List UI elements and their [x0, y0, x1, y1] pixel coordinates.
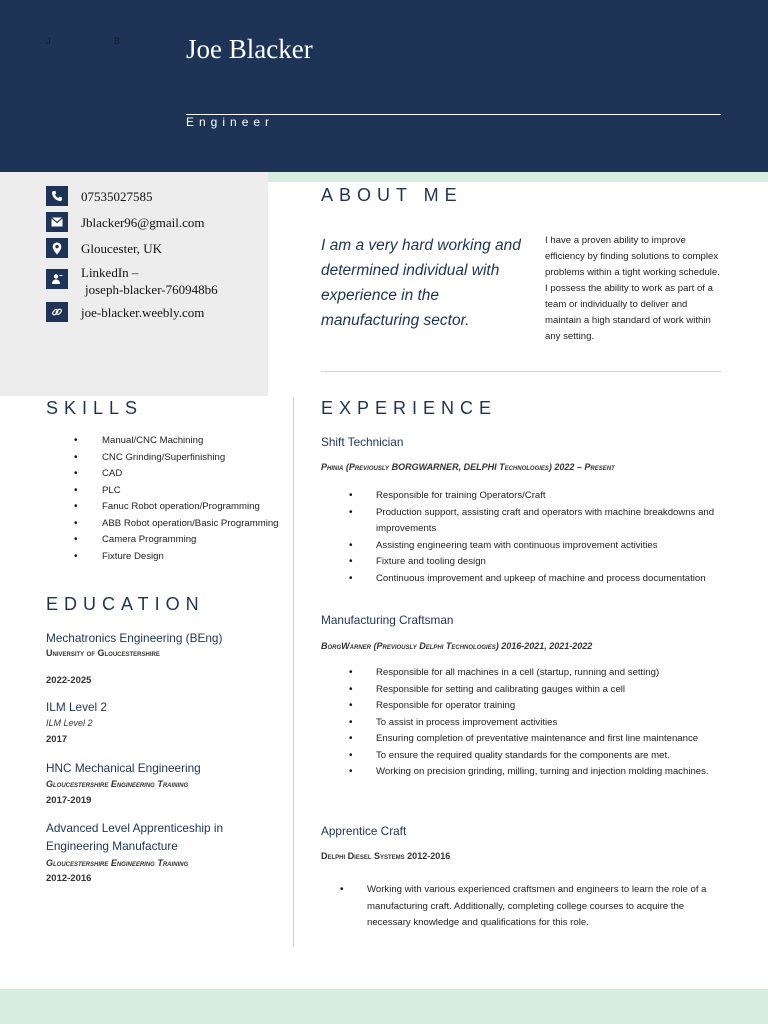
experience-bullet: • Continuous improvement and upkeep of machine and process documentation: [376, 571, 721, 588]
skill-item: • Camera Programming: [102, 532, 287, 549]
mint-footer-bar: [0, 989, 768, 1024]
education-institution: Gloucestershire Engineering Training: [46, 779, 189, 789]
job-title: Engineer: [186, 115, 275, 129]
experience-bullets: [376, 488, 721, 587]
column-divider: [293, 397, 294, 947]
initial-last: B: [114, 36, 121, 46]
education-heading: EDUCATION: [46, 594, 205, 614]
initial-first: J: [46, 36, 51, 46]
skills-list: [102, 433, 287, 565]
experience-role: Manufacturing Craftsman: [321, 613, 454, 627]
experience-role: Shift Technician: [321, 435, 404, 449]
mint-accent-bar: [268, 172, 768, 182]
education-date: 2012-2016: [46, 873, 92, 884]
contact-linkedin-handle[interactable]: joseph-blacker-760948b6: [85, 282, 218, 297]
linkedin-icon: [46, 269, 68, 289]
experience-bullet: • To assist in process improvement activities: [376, 715, 721, 732]
education-institution: ILM Level 2: [46, 718, 93, 728]
skill-item: • PLC: [102, 483, 287, 500]
about-divider: [321, 371, 721, 372]
education-date: 2017-2019: [46, 795, 92, 806]
experience-bullet: • Fixture and tooling design: [376, 554, 721, 571]
experience-bullet: • Responsible for setting and calibrating gauges within a cell: [376, 682, 721, 699]
skill-item: • CAD: [102, 466, 287, 483]
candidate-name: Joe Blacker: [186, 34, 313, 64]
skill-item: • Fanuc Robot operation/Programming: [102, 499, 287, 516]
education-institution: Gloucestershire Engineering Training: [46, 858, 189, 868]
link-icon: [46, 302, 68, 322]
education-date: 2022-2025: [46, 675, 92, 686]
experience-bullets: [367, 882, 721, 932]
experience-bullet: • Working with various experienced craftsmen and engineers to learn the role of a manufacturing craft. Additionally, completing college courses to acquire the necessary knowledge and qualifications for this role.: [367, 882, 721, 932]
experience-role: Apprentice Craft: [321, 824, 407, 838]
experience-company: Phinia (Previously BORGWARNER, DELPHI Technologies) 2022 – Present: [321, 462, 615, 472]
experience-company: BorgWarner (Previously Delphi Technologies) 2016-2021, 2021-2022: [321, 641, 593, 651]
experience-heading: EXPERIENCE: [321, 398, 498, 418]
skill-item: • CNC Grinding/Superfinishing: [102, 450, 287, 467]
about-quote: I am a very hard working and determined individual with experience in the manufacturing sector.: [321, 237, 521, 329]
about-text: I have a proven ability to improve efficiency by finding solutions to complex problems within a tight working schedule. I possess the ability to work as part of a team or individually to deliver and maintain a high standard of work within any setting.: [545, 235, 720, 342]
experience-bullet: • Responsible for all machines in a cell (startup, running and setting): [376, 665, 721, 682]
contact-email[interactable]: Jblacker96@gmail.com: [81, 215, 205, 230]
email-icon: [46, 212, 68, 232]
experience-company: Delphi Diesel Systems 2012-2016: [321, 851, 451, 861]
education-title: Advanced Level Apprenticeship in Engineering Manufacture: [46, 821, 224, 853]
experience-bullet: • To ensure the required quality standards for the components are met.: [376, 748, 721, 765]
education-title: ILM Level 2: [46, 700, 107, 714]
contact-website[interactable]: joe-blacker.weebly.com: [81, 305, 205, 320]
experience-bullet: • Responsible for training Operators/Craft: [376, 488, 721, 505]
education-title: Mechatronics Engineering (BEng): [46, 631, 223, 645]
header-banner: [0, 0, 768, 172]
skill-item: • Manual/CNC Machining: [102, 433, 287, 450]
experience-bullet: • Production support, assisting craft and operators with machine breakdowns and improvements: [376, 505, 721, 538]
experience-bullet: • Ensuring completion of preventative maintenance and first line maintenance: [376, 731, 721, 748]
about-heading: ABOUT ME: [321, 185, 463, 205]
education-title: HNC Mechanical Engineering: [46, 761, 201, 775]
education-institution: University of Gloucestershire: [46, 648, 160, 658]
experience-bullet: • Assisting engineering team with continuous improvement activities: [376, 538, 721, 555]
experience-bullet: • Responsible for operator training: [376, 698, 721, 715]
experience-bullets: [376, 665, 721, 781]
location-icon: [46, 238, 68, 258]
skill-item: • Fixture Design: [102, 549, 287, 566]
contact-linkedin-label: LinkedIn –: [81, 265, 139, 280]
contact-phone: 07535027585: [81, 189, 153, 204]
education-date: 2017: [46, 734, 68, 745]
skill-item: • ABB Robot operation/Basic Programming: [102, 516, 287, 533]
contact-location: Gloucester, UK: [81, 241, 163, 256]
skills-heading: SKILLS: [46, 398, 144, 418]
experience-bullet: • Working on precision grinding, milling, turning and injection molding machines.: [376, 764, 721, 781]
phone-icon: [46, 186, 68, 206]
